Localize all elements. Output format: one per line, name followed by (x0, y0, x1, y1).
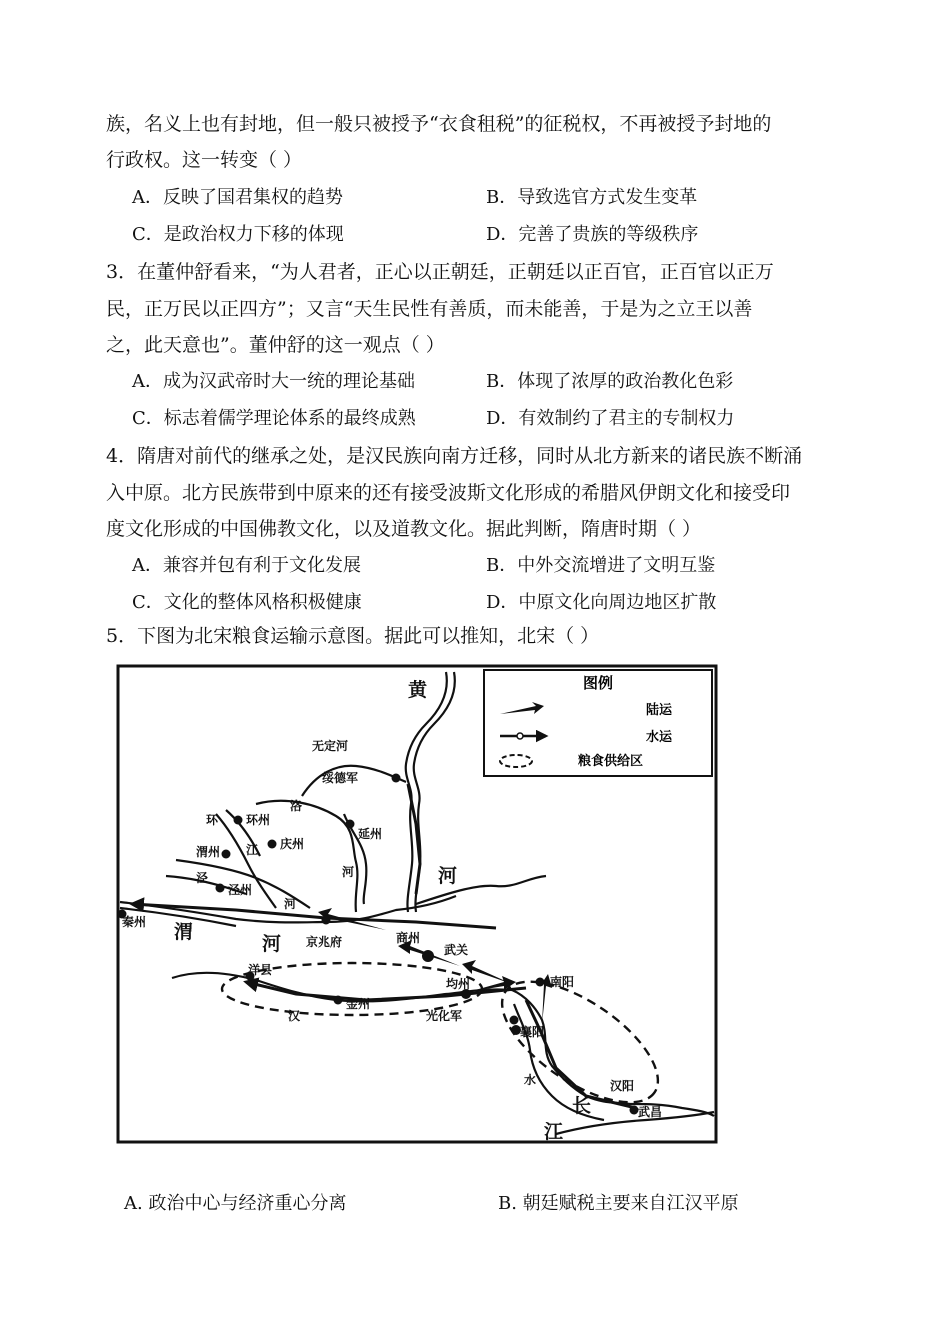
q3-stem-line-1: 3．在董仲舒看来，“为人君者，正心以正朝廷，正朝廷以正百官，正百官以正万 (106, 261, 774, 283)
label-yangxian: 洋县 (248, 963, 273, 977)
q4-option-d[interactable]: D．中原文化向周边地区扩散 (486, 592, 717, 613)
legend-supply-label: 粮食供给区 (578, 754, 644, 769)
q4-stem-line-2: 入中原。北方民族带到中原来的还有接受波斯文化形成的希腊风伊朗文化和接受印 (106, 482, 791, 504)
river-label-he-wei: 河 (262, 933, 282, 955)
label-qinzhou: 秦州 (122, 915, 147, 929)
q3-option-a[interactable]: A．成为汉武帝时大一统的理论基础 (132, 371, 415, 392)
legend-water-label: 水运 (646, 730, 673, 745)
river-label-han: 汉 (288, 1009, 301, 1023)
label-suide: 绥德军 (322, 771, 359, 785)
label-yanzhou: 延州 (358, 827, 383, 841)
q3-option-c[interactable]: C．标志着儒学理论体系的最终成熟 (132, 408, 416, 429)
river-label-he-jing: 河 (284, 897, 297, 911)
river-label-wei: 渭 (174, 921, 194, 943)
legend-title: 图例 (582, 674, 614, 692)
song-grain-transport-map (116, 664, 720, 1144)
q4-option-a[interactable]: A．兼容并包有利于文化发展 (132, 555, 361, 576)
label-weizhou: 渭州 (196, 845, 221, 859)
q3-stem-line-3: 之，此天意也”。董仲舒的这一观点（ ） (106, 334, 445, 356)
q2-option-c[interactable]: C．是政治权力下移的体现 (132, 224, 344, 245)
legend-land-label: 陆运 (646, 703, 673, 718)
label-jingzhaofu: 京兆府 (306, 935, 343, 949)
label-huanzhou: 环州 (246, 813, 271, 827)
label-jinzhou: 金州 (346, 997, 371, 1011)
label-wuguan: 武关 (444, 943, 469, 957)
q2-stem-line-2: 行政权。这一转变（ ） (106, 149, 303, 171)
label-hanyang: 汉阳 (610, 1079, 635, 1093)
q3-option-d[interactable]: D．有效制约了君主的专制权力 (486, 408, 735, 429)
q2-option-a[interactable]: A．反映了国君集权的趋势 (132, 187, 343, 208)
q3-stem-line-2: 民，正万民以正四方”；又言“天生民性有善质，而未能善，于是为之立王以善 (106, 298, 753, 320)
q4-stem-line-3: 度文化形成的中国佛教文化，以及道教文化。据此判断，隋唐时期（ ） (106, 518, 702, 540)
label-wuchang: 武昌 (638, 1105, 663, 1119)
river-label-he-huang: 河 (438, 865, 458, 887)
label-guanghuajun: 光化军 (426, 1009, 463, 1023)
river-label-jing: 泾 (196, 871, 209, 885)
label-shangzhou: 商州 (396, 931, 421, 945)
label-xiangyang: 襄阳 (520, 1025, 545, 1039)
q4-stem-line-1: 4．隋唐对前代的继承之处，是汉民族向南方迁移，同时从北方新来的诸民族不断涌 (106, 445, 803, 467)
q3-option-b[interactable]: B．体现了浓厚的政治教化色彩 (486, 371, 734, 392)
river-label-wuding: 无定河 (312, 739, 349, 753)
q2-option-b[interactable]: B．导致选官方式发生变革 (486, 187, 698, 208)
q5-option-a[interactable]: A. 政治中心与经济重心分离 (124, 1193, 347, 1214)
river-label-chang: 长 (572, 1095, 592, 1117)
q2-stem-line-1: 族，名义上也有封地，但一般只被授予“衣食租税”的征税权，不再被授予封地的 (106, 113, 772, 135)
river-label-he-luo: 河 (342, 865, 355, 879)
river-label-huang: 黄 (408, 679, 428, 701)
river-label-shui-han: 水 (524, 1073, 537, 1087)
river-label-luo: 洛 (290, 799, 303, 813)
river-label-huan: 环 (206, 813, 219, 827)
q4-option-b[interactable]: B．中外交流增进了文明互鉴 (486, 555, 716, 576)
q5-stem: 5．下图为北宋粮食运输示意图。据此可以推知，北宋（ ） (106, 625, 600, 647)
legend (484, 670, 712, 776)
label-nanyang: 南阳 (550, 975, 575, 989)
q2-option-d[interactable]: D．完善了贵族的等级秩序 (486, 224, 699, 245)
q5-option-b[interactable]: B. 朝廷赋税主要来自江汉平原 (498, 1193, 739, 1214)
label-jingzhou: 泾州 (228, 883, 253, 897)
label-junzhou: 均州 (446, 977, 471, 991)
q4-option-c[interactable]: C．文化的整体风格积极健康 (132, 592, 362, 613)
river-label-jiang-huan: 江 (246, 843, 259, 857)
label-qingzhou: 庆州 (280, 837, 305, 851)
river-label-jiang: 江 (544, 1121, 564, 1143)
